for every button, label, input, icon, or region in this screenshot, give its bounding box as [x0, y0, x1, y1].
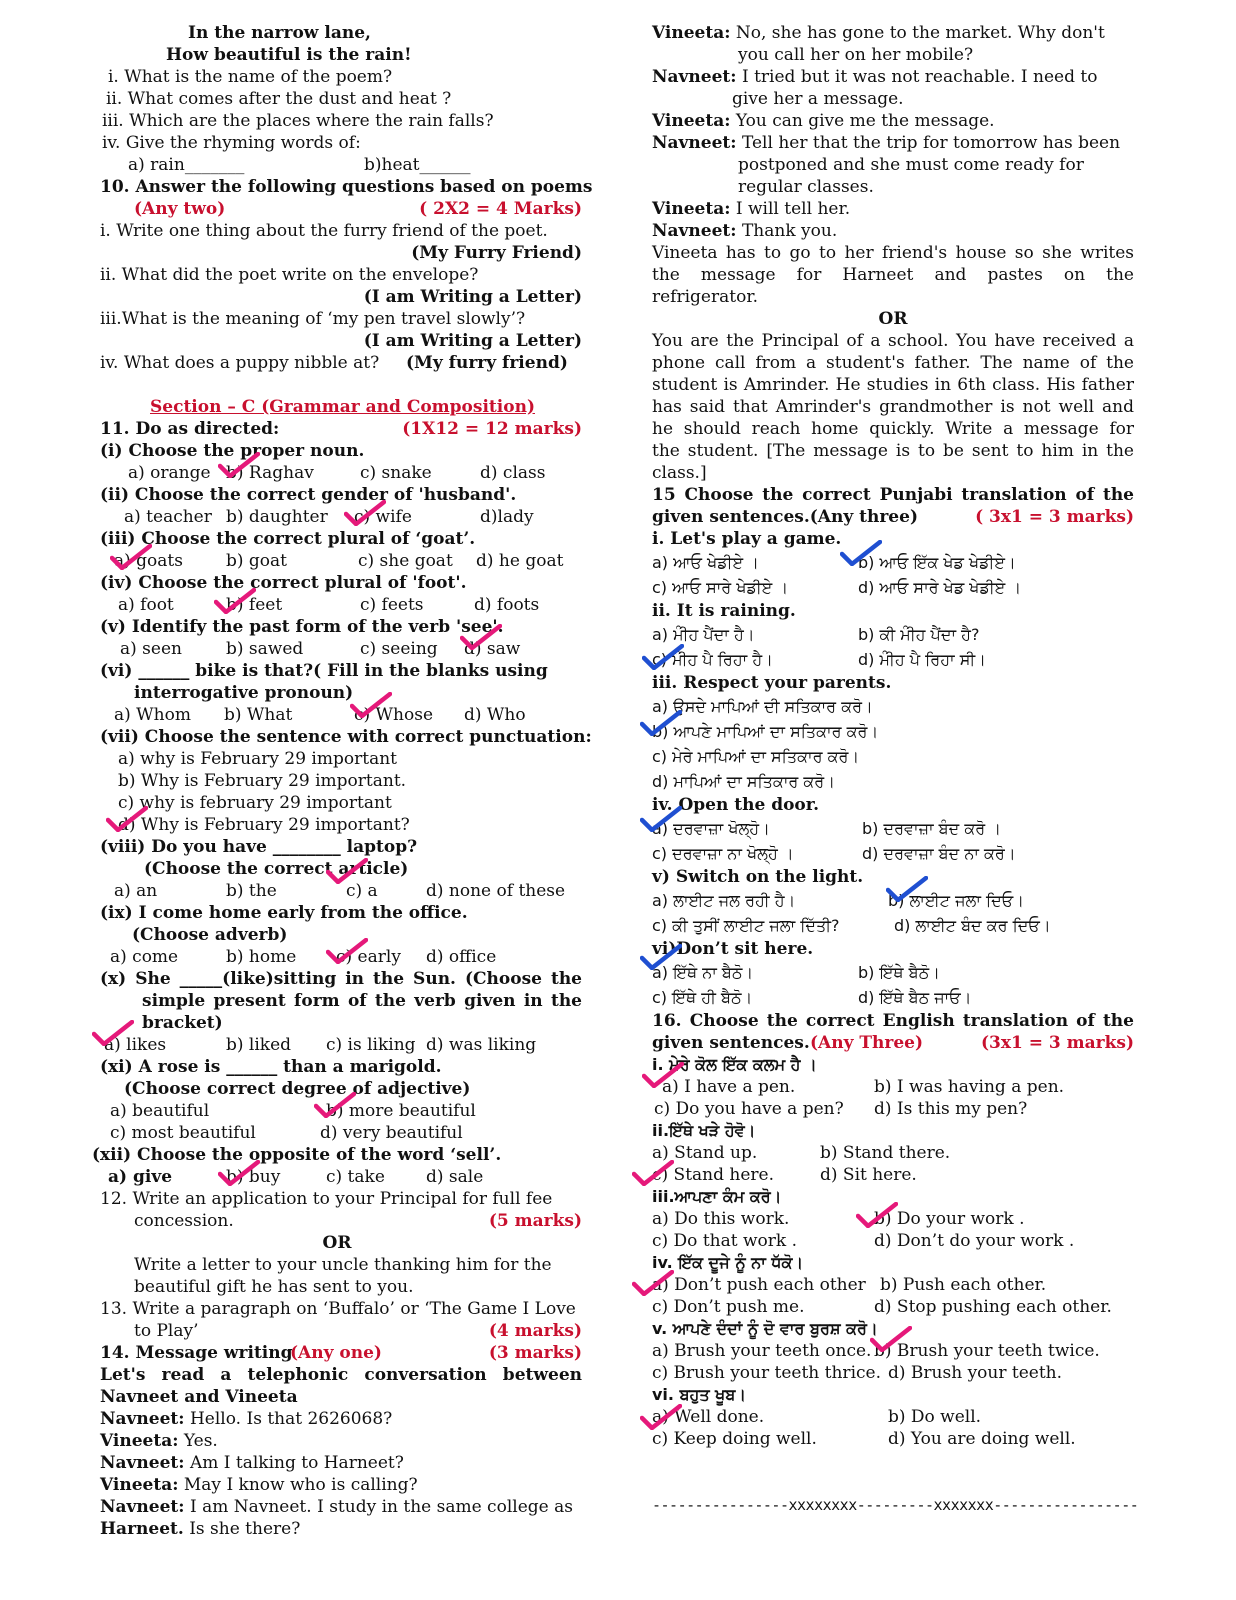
- dialogue-text: regular classes.: [738, 177, 874, 197]
- speaker: Harneet.: [100, 1519, 184, 1539]
- speaker: Navneet:: [100, 1453, 185, 1473]
- marks-label: (3x1 = 3 marks): [980, 1033, 1134, 1053]
- question-title: 10. Answer the following questions based on poems: [100, 177, 593, 197]
- option: a) Stand up.: [652, 1143, 758, 1163]
- dialogue-text: Tell her that the trip for tomorrow has been: [741, 133, 1121, 153]
- question-line: [652, 1032, 1134, 1054]
- question-text: ii.ਇੱਥੇ ਖੜੇ ਹੋਵੋ।: [652, 1121, 756, 1140]
- dialogue-text: Hello. Is that 2626068?: [189, 1409, 393, 1429]
- options-row: [652, 816, 1134, 841]
- speaker: Vineeta:: [652, 23, 731, 43]
- option: c) ਮੀੰਹ ਪੈ ਰਿਹਾ ਹੈ।: [652, 650, 773, 669]
- question-text: (ix) I come home early from the office.: [100, 903, 468, 923]
- option: a) an: [114, 881, 158, 901]
- option: c) is liking: [326, 1035, 416, 1055]
- marks-label: (3 marks): [488, 1343, 582, 1363]
- speaker: Vineeta:: [100, 1475, 179, 1495]
- option: c) why is february 29 important: [118, 793, 392, 813]
- options-row: [652, 913, 1134, 938]
- question-text: iii. Respect your parents.: [652, 673, 892, 693]
- options-row: [652, 647, 1134, 672]
- option: a) ਲਾਈਟ ਜਲ ਰਹੀ ਹੈ।: [652, 891, 796, 910]
- options-row: [652, 1230, 1134, 1252]
- or-divider: OR: [322, 1233, 352, 1253]
- option: d) Who: [464, 705, 526, 725]
- question-text: v. ਆਪਣੇ ਦੰਦਾਂ ਨੂੰ ਦੋ ਵਾਰ ਬੁਰਸ਼ ਕਰੋ।: [652, 1319, 878, 1338]
- option: c) she goat: [358, 551, 453, 571]
- question-text: to Play’: [134, 1321, 199, 1341]
- option: b) feet: [226, 595, 283, 615]
- option: c) ਕੀ ਤੁਸੀਂ ਲਾਈਟ ਜਲਾ ਦਿੱਤੀ?: [652, 916, 840, 935]
- option: c) snake: [360, 463, 432, 483]
- option: c) feets: [360, 595, 424, 615]
- option: b) What: [224, 705, 293, 725]
- option: a) orange: [128, 463, 211, 483]
- option: b) sawed: [226, 639, 304, 659]
- question-text: ii. It is raining.: [652, 601, 796, 621]
- option: b) ਕੀ ਮੀੰਹ ਪੈਂਦਾ ਹੈ?: [858, 625, 980, 644]
- paragraph-line: has said that Amrinder's grandmother is not well and: [652, 397, 1134, 417]
- option: b) the: [226, 881, 277, 901]
- dialogue-text: No, she has gone to the market. Why don't: [735, 23, 1105, 43]
- options-row: [652, 841, 1134, 866]
- question-text: iv. ਇੱਕ ਦੂਜੇ ਨੂੰ ਨਾ ਧੱਕੋ।: [652, 1253, 804, 1272]
- option: c) Do that work .: [652, 1231, 797, 1251]
- option: a) Whom: [114, 705, 191, 725]
- options-row: [652, 1208, 1134, 1230]
- question-text: i. Let's play a game.: [652, 529, 842, 549]
- dialogue-text: I tried but it was not reachable. I need to: [741, 67, 1098, 87]
- marks-line: [92, 198, 582, 220]
- option: b) goat: [226, 551, 288, 571]
- dialogue-text: postponed and she must come ready for: [738, 155, 1084, 175]
- dialogue-text: Yes.: [183, 1431, 218, 1451]
- option: a) give: [108, 1167, 173, 1187]
- option: b) Do well.: [888, 1407, 982, 1427]
- options-row: [92, 594, 582, 616]
- option: c) Whose: [354, 705, 433, 725]
- question-text: i. ਮੇਰੇ ਕੋਲ ਇੱਕ ਕਲਮ ਹੈ ।: [652, 1055, 817, 1074]
- option: d) class: [480, 463, 546, 483]
- dialogue-text: give her a message.: [732, 89, 904, 109]
- paragraph-line: student is Amrinder. He studies in 6th class. His father: [652, 375, 1134, 395]
- speaker: Navneet:: [652, 67, 737, 87]
- options-row: [652, 622, 1134, 647]
- option: d) Don’t do your work .: [874, 1231, 1075, 1251]
- question-text: vi. ਬਹੁਤ ਖੂਬ।: [652, 1385, 747, 1404]
- option: d) he goat: [476, 551, 564, 571]
- option: a) foot: [118, 595, 174, 615]
- question-text: iii.ਆਪਣਾ ਕੰਮ ਕਰੋ।: [652, 1187, 782, 1206]
- option: c) Do you have a pen?: [654, 1099, 844, 1119]
- question-line: [92, 352, 582, 374]
- dialogue-text: I am Navneet. I study in the same college as: [189, 1497, 573, 1517]
- option: b) Stand there.: [820, 1143, 951, 1163]
- option: a) ਮੀੰਹ ਪੈਂਦਾ ਹੈ।: [652, 625, 755, 644]
- speaker: Navneet:: [652, 133, 737, 153]
- poem-line: How beautiful is the rain!: [166, 45, 412, 65]
- question-text: iv. Open the door.: [652, 795, 820, 815]
- options-row: [652, 1340, 1134, 1362]
- question-text: given sentences.: [652, 1033, 810, 1053]
- poem-source: (My furry friend): [406, 353, 568, 373]
- question-title: 15 Choose the correct Punjabi translation of the: [652, 485, 1134, 505]
- question-title: 14. Message writing: [100, 1343, 293, 1363]
- question-text: interrogative pronoun): [134, 683, 354, 703]
- speaker: Vineeta:: [652, 199, 731, 219]
- paragraph-line: You are the Principal of a school. You have received a: [652, 331, 1134, 351]
- intro-text: Navneet and Vineeta: [100, 1387, 298, 1407]
- option: d) was liking: [426, 1035, 537, 1055]
- question-text: (vi) ______ bike is that?( Fill in the blanks using: [100, 661, 548, 681]
- option: c) seeing: [360, 639, 438, 659]
- option: c) a: [346, 881, 378, 901]
- paragraph-line: phone call from a student's father. The name of the: [652, 353, 1134, 373]
- option: d) sale: [426, 1167, 484, 1187]
- intro-text: Let's read a telephonic conversation between: [100, 1365, 582, 1385]
- question-text: given sentences.(Any three): [652, 507, 918, 527]
- paragraph-line: the student. [The message is to be sent to him in the: [652, 441, 1134, 461]
- option: a) I have a pen.: [662, 1077, 796, 1097]
- end-line: ----------------xxxxxxxx---------xxxxxxx-----------------: [652, 1496, 1139, 1514]
- option: a) why is February 29 important: [118, 749, 397, 769]
- question-line: [92, 1342, 582, 1364]
- question-line: [92, 418, 582, 440]
- option: d) foots: [474, 595, 540, 615]
- option: b)heat______: [364, 155, 471, 175]
- question-text: (vii) Choose the sentence with correct punctuation:: [100, 727, 592, 747]
- option: d) ਦਰਵਾਜ਼ਾ ਬੰਦ ਨਾ ਕਰੋ।: [862, 844, 1016, 863]
- options-row: [652, 1406, 1134, 1428]
- options-row: [92, 1034, 582, 1056]
- options-row: [652, 1428, 1134, 1450]
- option: a) Brush your teeth once.: [652, 1341, 872, 1361]
- option: c) ਦਰਵਾਜ਼ਾ ਨਾ ਖੋਲ੍ਹੋ ।: [652, 844, 794, 863]
- option: a) Do this work.: [652, 1209, 790, 1229]
- option: c) Brush your teeth thrice.: [652, 1363, 881, 1383]
- option: b) ਆਓ ਇੱਕ ਖੇਡ ਖੇਡੀਏ।: [858, 553, 1016, 572]
- option: b) liked: [226, 1035, 292, 1055]
- option: b) Push each other.: [880, 1275, 1047, 1295]
- question-text: iii.What is the meaning of ‘my pen travel slowly’?: [100, 309, 526, 329]
- paragraph-line: class.]: [652, 463, 707, 483]
- option: d) Is this my pen?: [874, 1099, 1028, 1119]
- question-text: (Choose the correct article): [144, 859, 409, 879]
- dialogue-text: Is she there?: [189, 1519, 301, 1539]
- option: a) rain_______: [128, 155, 245, 175]
- option: a) come: [110, 947, 179, 967]
- options-row: [92, 550, 582, 572]
- options-row: [652, 1274, 1134, 1296]
- option: d) Stop pushing each other.: [874, 1297, 1112, 1317]
- question-text: (Choose correct degree of adjective): [124, 1079, 471, 1099]
- options-row: [92, 946, 582, 968]
- question-text: iii. Which are the places where the rain falls?: [102, 111, 494, 131]
- marks-label: ( 3x1 = 3 marks): [975, 507, 1134, 527]
- speaker: Navneet:: [100, 1409, 185, 1429]
- right-column: [652, 22, 1139, 1516]
- options-row: [652, 1098, 1134, 1120]
- options-row: [652, 1164, 1134, 1186]
- question-text: iv. What does a puppy nibble at?: [100, 353, 380, 373]
- marks-label: (5 marks): [488, 1211, 582, 1231]
- option: d) ਮੀੰਹ ਪੈ ਰਿਹਾ ਸੀ।: [858, 650, 986, 669]
- dialogue-text: I will tell her.: [735, 199, 851, 219]
- question-text: concession.: [134, 1211, 234, 1231]
- question-text: bracket): [142, 1013, 223, 1033]
- question-text: v) Switch on the light.: [652, 867, 864, 887]
- poem-source: (I am Writing a Letter): [363, 331, 582, 351]
- question-line: [652, 506, 1134, 528]
- option: a) ਦਰਵਾਜ਼ਾ ਖੋਲ੍ਹੋ।: [652, 819, 770, 838]
- option: c) Don’t push me.: [652, 1297, 805, 1317]
- options-row: [652, 888, 1134, 913]
- option: d) ਲਾਈਟ ਬੰਦ ਕਰ ਦਿਓ।: [894, 916, 1051, 935]
- question-text: (v) Identify the past form of the verb 'see'.: [100, 617, 504, 637]
- question-text: i. Write one thing about the furry friend of the poet.: [100, 221, 548, 241]
- options-row: [92, 1166, 582, 1188]
- options-row: [92, 506, 582, 528]
- option: a) ਆਓ ਖੇਡੀਏ ।: [652, 553, 759, 572]
- option: d) saw: [464, 639, 521, 659]
- left-column: [92, 22, 593, 1540]
- option: b) ਆਪਣੇ ਮਾਪਿਆਂ ਦਾ ਸਤਿਕਾਰ ਕਰੋ।: [652, 722, 879, 741]
- question-text: (x) She _____(like)sitting in the Sun. (Choose the: [100, 969, 582, 989]
- option: d) very beautiful: [320, 1123, 463, 1143]
- option: a) likes: [104, 1035, 167, 1055]
- question-text: beautiful gift he has sent to you.: [134, 1277, 414, 1297]
- option: a) goats: [114, 551, 183, 571]
- option: d) none of these: [426, 881, 566, 901]
- question-text: 13. Write a paragraph on ‘Buffalo’ or ‘The Game I Love: [100, 1299, 576, 1319]
- paragraph-line: the message for Harneet and pastes on the: [652, 265, 1134, 285]
- option: d) ਆਓ ਸਾਰੇ ਖੇਡ ਖੇਡੀਏ ।: [858, 578, 1022, 597]
- any-label: (Any Three): [810, 1033, 924, 1053]
- option: d) You are doing well.: [888, 1429, 1076, 1449]
- options-row: [652, 960, 1134, 985]
- option: b) buy: [226, 1167, 281, 1187]
- option: a) Well done.: [652, 1407, 765, 1427]
- option: b) Do your work .: [874, 1209, 1025, 1229]
- option: a) seen: [120, 639, 182, 659]
- question-text: (ii) Choose the correct gender of 'husband'.: [100, 485, 517, 505]
- options-row: [92, 704, 582, 726]
- question-text: simple present form of the verb given in the: [142, 991, 582, 1011]
- options-row: [92, 1100, 582, 1122]
- question-text: (Choose adverb): [132, 925, 288, 945]
- option: b) more beautiful: [326, 1101, 476, 1121]
- options-row: [652, 1076, 1134, 1098]
- option: a) beautiful: [110, 1101, 210, 1121]
- option: d) ਇੱਥੇ ਬੈਠ ਜਾਓ।: [858, 988, 972, 1007]
- options-row: [92, 638, 582, 660]
- options-row: [652, 985, 1134, 1010]
- options-row: [652, 575, 1134, 600]
- dialogue-text: Thank you.: [741, 221, 838, 241]
- paragraph-line: refrigerator.: [652, 287, 758, 307]
- question-text: i. What is the name of the poem?: [108, 67, 393, 87]
- any-label: (Any two): [134, 199, 226, 219]
- question-title: 11. Do as directed:: [100, 419, 280, 439]
- option: d) Brush your teeth.: [888, 1363, 1063, 1383]
- option: b) ਦਰਵਾਜ਼ਾ ਬੰਦ ਕਰੋ ।: [862, 819, 1002, 838]
- poem-source: (I am Writing a Letter): [363, 287, 582, 307]
- dialogue-text: you call her on her mobile?: [738, 45, 974, 65]
- option: c) ਆਓ ਸਾਰੇ ਖੇਡੀਏ ।: [652, 578, 789, 597]
- option: d) Why is February 29 important?: [118, 815, 410, 835]
- question-text: ii. What comes after the dust and heat ?: [106, 89, 452, 109]
- option: b) ਇੱਥੇ ਬੈਠੋ।: [858, 963, 940, 982]
- option: c) early: [336, 947, 401, 967]
- options-row: [92, 880, 582, 902]
- question-text: (xii) Choose the opposite of the word ‘sell’.: [92, 1145, 502, 1165]
- question-line: [92, 1320, 582, 1342]
- dialogue-text: Am I talking to Harneet?: [189, 1453, 404, 1473]
- rhyme-options: [92, 154, 582, 176]
- question-text: ii. What did the poet write on the envelope?: [100, 265, 479, 285]
- options-row: [652, 1142, 1134, 1164]
- marks-label: (1X12 = 12 marks): [402, 419, 582, 439]
- question-text: (xi) A rose is ______ than a marigold.: [100, 1057, 442, 1077]
- any-label: (Any one): [290, 1343, 382, 1363]
- dialogue-text: You can give me the message.: [735, 111, 995, 131]
- option: a) teacher: [124, 507, 212, 527]
- option: c) most beautiful: [110, 1123, 256, 1143]
- poem-source: (My Furry Friend): [411, 243, 582, 263]
- question-text: 12. Write an application to your Principal for full fee: [100, 1189, 553, 1209]
- dialogue-text: May I know who is calling?: [183, 1475, 418, 1495]
- question-text: (viii) Do you have ________ laptop?: [100, 837, 418, 857]
- option: c) Stand here.: [652, 1165, 775, 1185]
- section-heading: Section – C (Grammar and Composition): [150, 397, 535, 417]
- question-text: iv. Give the rhyming words of:: [102, 133, 361, 153]
- option: d) Sit here.: [820, 1165, 917, 1185]
- option: c) ਇੱਥੇ ਹੀ ਬੈਠੋ।: [652, 988, 753, 1007]
- option: b) home: [226, 947, 297, 967]
- speaker: Navneet:: [652, 221, 737, 241]
- question-text: (iii) Choose the correct plural of ‘goat’.: [100, 529, 476, 549]
- paragraph-line: Vineeta has to go to her friend's house so she writes: [652, 243, 1134, 263]
- poem-line: In the narrow lane,: [188, 23, 371, 43]
- options-row: [652, 1362, 1134, 1384]
- options-row: [92, 1122, 582, 1144]
- marks-label: (4 marks): [488, 1321, 582, 1341]
- or-divider: OR: [878, 309, 908, 329]
- question-text: vi)Don’t sit here.: [652, 939, 814, 959]
- option: d) office: [426, 947, 497, 967]
- option: a) ਇੱਥੇ ਨਾ ਬੈਠੋ।: [652, 963, 754, 982]
- option: b) ਲਾਈਟ ਜਲਾ ਦਿਓ।: [888, 891, 1024, 910]
- option: c) ਮੇਰੇ ਮਾਪਿਆਂ ਦਾ ਸਤਿਕਾਰ ਕਰੋ।: [652, 747, 860, 766]
- options-row: [652, 550, 1134, 575]
- question-text: (iv) Choose the correct plural of 'foot'.: [100, 573, 467, 593]
- speaker: Navneet:: [100, 1497, 185, 1517]
- option: c) take: [326, 1167, 385, 1187]
- option: b) Why is February 29 important.: [118, 771, 407, 791]
- option: b) I was having a pen.: [874, 1077, 1065, 1097]
- question-line: [92, 1210, 582, 1232]
- options-row: [92, 462, 582, 484]
- option: d)lady: [480, 507, 534, 527]
- option: b) Brush your teeth twice.: [874, 1341, 1100, 1361]
- option: b) daughter: [226, 507, 328, 527]
- speaker: Vineeta:: [100, 1431, 179, 1451]
- option: d) ਮਾਪਿਆਂ ਦਾ ਸਤਿਕਾਰ ਕਰੋ।: [652, 772, 836, 791]
- option: a) ਉਸਦੇ ਮਾਪਿਆਂ ਦੀ ਸਤਿਕਾਰ ਕਰੋ।: [652, 697, 873, 716]
- option: a) Don’t push each other: [652, 1275, 866, 1295]
- question-text: Write a letter to your uncle thanking him for the: [134, 1255, 552, 1275]
- options-row: [652, 1296, 1134, 1318]
- option: c) Keep doing well.: [652, 1429, 817, 1449]
- question-title: 16. Choose the correct English translation of the: [652, 1011, 1134, 1031]
- speaker: Vineeta:: [652, 111, 731, 131]
- paragraph-line: he should reach home quickly. Write a message for: [652, 419, 1134, 439]
- option: c) wife: [354, 507, 412, 527]
- marks-label: ( 2X2 = 4 Marks): [419, 199, 582, 219]
- option: b) Raghav: [226, 463, 314, 483]
- question-text: (i) Choose the proper noun.: [100, 441, 365, 461]
